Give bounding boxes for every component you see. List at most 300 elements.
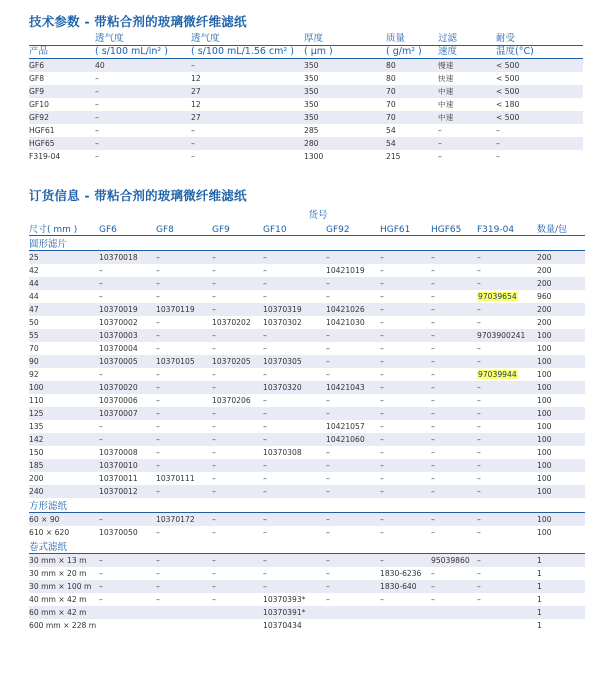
- table-cell: –: [263, 266, 267, 275]
- table-cell: –: [380, 396, 384, 405]
- table-cell: –: [99, 580, 156, 593]
- table-cell: –: [95, 137, 191, 150]
- table-cell: [380, 619, 431, 632]
- table-cell: 10370005: [99, 355, 156, 368]
- table-cell: 10370172: [156, 513, 212, 527]
- table-row: [29, 124, 583, 137]
- tech-header-cell: 过滤: [438, 33, 458, 44]
- table-cell: –: [263, 251, 326, 265]
- table-cell: 10370202: [212, 318, 251, 327]
- table-cell: 10370319: [263, 303, 326, 316]
- table-cell: GF6: [29, 59, 95, 73]
- table-cell: 10421030: [326, 318, 365, 327]
- table-cell: –: [212, 407, 263, 420]
- table-cell: –: [477, 569, 481, 578]
- order-table-body: [29, 236, 585, 633]
- table-row: [29, 513, 585, 527]
- table-cell: [212, 606, 263, 619]
- table-cell: 100: [537, 407, 585, 420]
- table-cell: –: [99, 266, 103, 275]
- table-row: [29, 593, 585, 606]
- table-cell: 40 mm × 42 m: [29, 595, 87, 604]
- table-cell: 350: [304, 85, 386, 98]
- table-cell: < 180: [496, 100, 520, 109]
- table-cell: –: [380, 474, 384, 483]
- table-row: [29, 355, 585, 368]
- table-cell: GF9: [29, 85, 95, 98]
- table-cell: –: [212, 580, 263, 593]
- table-row: [29, 316, 585, 329]
- table-cell: –: [477, 513, 537, 527]
- table-cell: –: [380, 303, 431, 316]
- table-cell: –: [95, 152, 99, 161]
- table-cell: –: [212, 370, 216, 379]
- table-cell: 600 mm × 228 m: [29, 621, 97, 630]
- table-cell: –: [326, 396, 330, 405]
- table-row: [29, 554, 585, 568]
- table-cell: 1: [537, 580, 585, 593]
- table-cell: 350: [304, 74, 319, 83]
- table-cell: –: [263, 528, 267, 537]
- table-cell: [212, 619, 263, 632]
- table-cell: 44: [29, 292, 39, 301]
- table-cell: –: [431, 433, 477, 446]
- table-cell: –: [263, 513, 326, 527]
- table-row: [29, 472, 585, 485]
- table-cell: 44: [29, 277, 99, 290]
- table-cell: –: [477, 422, 481, 431]
- order-column-header: HGF61: [380, 225, 411, 235]
- table-cell: –: [431, 422, 435, 431]
- table-cell: 10370007: [99, 407, 156, 420]
- table-cell: 1830-640: [380, 580, 431, 593]
- table-cell: 10370393*: [263, 595, 306, 604]
- table-cell: 100: [537, 422, 552, 431]
- order-column-header: 尺寸( mm ): [29, 225, 78, 235]
- table-cell: 10370002: [99, 318, 138, 327]
- table-cell: –: [263, 459, 326, 472]
- table-cell: –: [263, 485, 326, 498]
- table-cell: –: [477, 355, 537, 368]
- table-cell: –: [380, 251, 431, 265]
- table-row: [29, 567, 585, 580]
- table-cell: 70: [386, 100, 396, 109]
- tech-header-cell: 耐受: [496, 33, 516, 44]
- table-cell: –: [263, 407, 326, 420]
- table-cell: 42: [29, 266, 39, 275]
- table-cell: –: [95, 126, 99, 135]
- table-row: [29, 264, 585, 277]
- order-column-header: F319-04: [477, 225, 515, 235]
- highlighted-part-number: 97039944: [478, 370, 517, 379]
- table-cell: 10370308: [263, 448, 302, 457]
- table-cell: –: [326, 580, 380, 593]
- table-cell: 中速: [438, 85, 496, 98]
- table-cell: –: [326, 355, 380, 368]
- table-row: [29, 619, 585, 632]
- table-cell: 12: [191, 100, 201, 109]
- table-cell: 54: [386, 137, 438, 150]
- table-cell: 100: [537, 513, 585, 527]
- table-row: [29, 485, 585, 498]
- table-cell: –: [431, 355, 477, 368]
- table-cell: 快速: [438, 74, 454, 83]
- table-row: [29, 137, 583, 150]
- table-row: [29, 251, 585, 265]
- table-cell: 10370006: [99, 396, 138, 405]
- table-cell: –: [431, 266, 435, 275]
- tech-section-title: 技术参数 - 带粘合剂的玻璃微纤维滤纸: [29, 14, 247, 29]
- tech-header-cell: ( s/100 mL/in² ): [95, 46, 168, 57]
- tech-header-cell: ( g/m² ): [386, 46, 422, 57]
- table-cell: –: [431, 474, 435, 483]
- table-cell: 285: [304, 126, 319, 135]
- table-cell: [99, 606, 156, 619]
- order-column-header: GF9: [212, 225, 230, 235]
- table-row: [29, 368, 585, 381]
- table-cell: 100: [537, 355, 585, 368]
- table-cell: 92: [29, 370, 39, 379]
- table-row: [29, 606, 585, 619]
- table-cell: 25: [29, 251, 99, 265]
- table-cell: 30 mm × 20 m: [29, 569, 87, 578]
- table-cell: –: [156, 459, 212, 472]
- table-cell: –: [191, 59, 304, 73]
- table-cell: –: [263, 433, 326, 446]
- order-info-table: [29, 207, 585, 632]
- table-cell: 10370206: [212, 396, 251, 405]
- table-cell: –: [431, 595, 435, 604]
- table-cell: –: [263, 554, 326, 568]
- table-cell: –: [212, 554, 263, 568]
- table-cell: 100: [537, 459, 585, 472]
- table-cell: –: [263, 292, 267, 301]
- table-cell: 10370004: [99, 344, 138, 353]
- tech-spec-table: [29, 33, 583, 163]
- tech-header-cell: 质量: [386, 33, 406, 44]
- table-cell: –: [212, 292, 216, 301]
- table-cell: –: [156, 318, 160, 327]
- table-row: [29, 342, 585, 355]
- table-cell: 10370320: [263, 381, 326, 394]
- table-cell: –: [212, 513, 263, 527]
- table-cell: –: [380, 318, 384, 327]
- order-column-header: GF6: [99, 225, 117, 235]
- table-cell: –: [326, 528, 330, 537]
- table-cell: 40: [95, 59, 191, 73]
- table-cell: 10370019: [99, 303, 156, 316]
- table-cell: –: [156, 554, 212, 568]
- table-cell: –: [431, 370, 435, 379]
- table-cell: –: [326, 448, 330, 457]
- order-column-header: HGF65: [431, 225, 462, 235]
- table-cell: –: [477, 381, 537, 394]
- table-cell: 100: [537, 370, 552, 379]
- table-cell: –: [212, 569, 216, 578]
- table-row: [29, 72, 583, 85]
- table-cell: –: [99, 569, 103, 578]
- table-cell: [431, 619, 477, 632]
- table-cell: –: [156, 485, 212, 498]
- table-cell: –: [263, 277, 326, 290]
- table-row: [29, 407, 585, 420]
- table-cell: –: [380, 528, 384, 537]
- table-cell: 27: [191, 85, 304, 98]
- table-row: [29, 580, 585, 593]
- table-cell: 200: [537, 266, 552, 275]
- table-cell: –: [156, 277, 212, 290]
- table-cell: 100: [537, 485, 585, 498]
- table-cell: –: [212, 329, 263, 342]
- table-cell: –: [431, 381, 477, 394]
- table-cell: 10370008: [99, 448, 138, 457]
- table-cell: –: [477, 595, 481, 604]
- table-cell: –: [380, 370, 384, 379]
- table-cell: 350: [304, 100, 319, 109]
- table-cell: –: [431, 485, 477, 498]
- table-cell: –: [212, 528, 216, 537]
- table-cell: –: [156, 595, 160, 604]
- table-cell: –: [263, 569, 267, 578]
- table-cell: –: [431, 513, 477, 527]
- table-cell: 95039860: [431, 554, 477, 568]
- order-group-header: 货号: [308, 210, 328, 221]
- table-row: [29, 433, 585, 446]
- table-cell: –: [431, 396, 435, 405]
- table-cell: 185: [29, 459, 99, 472]
- table-cell: –: [380, 422, 384, 431]
- table-cell: 9703900241: [477, 329, 537, 342]
- table-cell: –: [496, 137, 583, 150]
- tech-header-cell: 温度(°C): [496, 46, 534, 57]
- table-cell: [477, 368, 537, 381]
- table-cell: 1: [537, 621, 542, 630]
- table-cell: 10421019: [326, 266, 365, 275]
- table-cell: 10421026: [326, 303, 380, 316]
- table-cell: [431, 606, 477, 619]
- section-label: 圆形滤片: [29, 236, 585, 251]
- tech-header-row-2: [29, 46, 583, 59]
- table-row: [29, 329, 585, 342]
- table-cell: 55: [29, 329, 99, 342]
- table-cell: –: [156, 329, 212, 342]
- table-cell: –: [263, 422, 267, 431]
- table-cell: [380, 606, 431, 619]
- table-cell: –: [99, 513, 156, 527]
- table-cell: –: [326, 485, 380, 498]
- table-cell: –: [477, 344, 481, 353]
- table-cell: –: [156, 292, 160, 301]
- tech-header-cell: ( s/100 mL/1.56 cm² ): [191, 46, 294, 57]
- table-cell: –: [431, 580, 477, 593]
- table-cell: –: [380, 485, 431, 498]
- table-cell: –: [212, 251, 263, 265]
- table-cell: –: [263, 344, 267, 353]
- table-cell: 30 mm × 13 m: [29, 554, 99, 568]
- table-row: [29, 277, 585, 290]
- table-cell: 54: [386, 126, 396, 135]
- section-header-row: [29, 539, 585, 554]
- table-cell: F319-04: [29, 152, 61, 161]
- table-cell: 100: [29, 381, 99, 394]
- table-cell: –: [380, 266, 384, 275]
- table-cell: –: [431, 292, 435, 301]
- table-cell: –: [326, 513, 380, 527]
- table-cell: –: [438, 126, 442, 135]
- table-row: [29, 290, 585, 303]
- table-cell: –: [156, 370, 160, 379]
- table-cell: –: [95, 100, 99, 109]
- table-row: [29, 381, 585, 394]
- table-cell: –: [431, 277, 477, 290]
- table-cell: –: [380, 513, 431, 527]
- table-cell: –: [95, 111, 191, 124]
- tech-header-cell: 厚度: [304, 33, 324, 44]
- table-row: [29, 98, 583, 111]
- table-cell: 10370111: [156, 474, 195, 483]
- table-cell: 70: [386, 85, 438, 98]
- table-cell: 610 × 620: [29, 528, 70, 537]
- table-cell: –: [496, 152, 500, 161]
- table-cell: 10421057: [326, 422, 365, 431]
- table-cell: 100: [537, 433, 585, 446]
- table-cell: –: [431, 459, 477, 472]
- table-cell: –: [477, 474, 481, 483]
- table-cell: –: [496, 126, 500, 135]
- table-cell: –: [431, 251, 477, 265]
- table-cell: –: [380, 344, 384, 353]
- order-column-header: GF8: [156, 225, 174, 235]
- table-row: [29, 150, 583, 163]
- table-cell: –: [191, 152, 195, 161]
- table-cell: 30 mm × 100 m: [29, 580, 99, 593]
- table-cell: –: [477, 528, 481, 537]
- table-cell: –: [380, 277, 431, 290]
- order-group-header-row: [29, 207, 585, 221]
- table-cell: [156, 619, 212, 632]
- table-cell: –: [156, 448, 160, 457]
- table-cell: –: [326, 370, 330, 379]
- table-cell: [477, 606, 537, 619]
- table-cell: –: [99, 554, 156, 568]
- table-cell: 10370050: [99, 528, 138, 537]
- table-cell: –: [477, 580, 537, 593]
- tech-header-cell: 速度: [438, 46, 458, 57]
- table-cell: –: [438, 152, 442, 161]
- table-cell: –: [326, 292, 330, 301]
- table-cell: 中速: [438, 100, 454, 109]
- table-cell: 80: [386, 59, 438, 73]
- table-cell: –: [477, 448, 481, 457]
- table-cell: –: [156, 381, 212, 394]
- table-cell: 200: [537, 318, 552, 327]
- table-cell: 1: [537, 554, 585, 568]
- table-cell: –: [380, 381, 431, 394]
- table-cell: –: [326, 251, 380, 265]
- table-cell: [326, 619, 380, 632]
- table-cell: –: [477, 554, 537, 568]
- table-cell: 200: [537, 251, 585, 265]
- table-cell: –: [477, 277, 537, 290]
- order-column-header: GF92: [326, 225, 350, 235]
- highlighted-part-number: 97039654: [478, 292, 517, 301]
- table-cell: –: [477, 485, 537, 498]
- table-cell: GF10: [29, 100, 49, 109]
- order-column-header: 数量/包: [537, 225, 568, 235]
- table-cell: –: [212, 303, 263, 316]
- table-cell: –: [99, 422, 103, 431]
- table-cell: 100: [537, 448, 552, 457]
- table-cell: –: [477, 266, 481, 275]
- table-cell: –: [156, 422, 160, 431]
- table-cell: –: [477, 433, 537, 446]
- table-cell: 142: [29, 433, 99, 446]
- table-cell: –: [380, 292, 384, 301]
- table-row: [29, 85, 583, 98]
- table-cell: 10421060: [326, 433, 380, 446]
- section-label: 卷式滤纸: [29, 539, 585, 554]
- table-cell: 中速: [438, 111, 496, 124]
- table-cell: –: [380, 554, 431, 568]
- table-cell: –: [212, 381, 263, 394]
- table-cell: –: [99, 370, 103, 379]
- table-cell: < 500: [496, 74, 520, 83]
- table-cell: 240: [29, 485, 99, 498]
- table-cell: –: [212, 485, 263, 498]
- table-cell: –: [212, 595, 216, 604]
- table-cell: 215: [386, 152, 401, 161]
- table-cell: 100: [537, 344, 552, 353]
- table-row: [29, 526, 585, 539]
- order-section-title: 订货信息 - 带粘合剂的玻璃微纤维滤纸: [29, 188, 247, 203]
- table-cell: –: [156, 344, 160, 353]
- table-cell: [477, 619, 537, 632]
- table-cell: 10370011: [99, 474, 138, 483]
- table-cell: 125: [29, 407, 99, 420]
- table-cell: 60 mm × 42 m: [29, 606, 99, 619]
- table-cell: 10370305: [263, 355, 326, 368]
- table-cell: 90: [29, 355, 99, 368]
- table-cell: –: [380, 448, 384, 457]
- table-cell: –: [212, 448, 216, 457]
- table-cell: 10370119: [156, 303, 212, 316]
- table-cell: –: [156, 407, 212, 420]
- table-cell: –: [431, 528, 435, 537]
- table-cell: 70: [386, 111, 438, 124]
- table-cell: 10370205: [212, 355, 263, 368]
- table-cell: –: [431, 344, 435, 353]
- table-cell: –: [156, 251, 212, 265]
- table-cell: –: [95, 85, 191, 98]
- table-cell: 960: [537, 292, 552, 301]
- table-cell: 135: [29, 422, 44, 431]
- table-cell: –: [212, 459, 263, 472]
- table-cell: –: [380, 459, 431, 472]
- section-label: 方形滤纸: [29, 498, 585, 513]
- table-cell: 慢速: [438, 59, 496, 73]
- table-cell: 1: [537, 606, 585, 619]
- tech-header-cell: 透气度: [191, 33, 220, 44]
- table-cell: –: [326, 474, 330, 483]
- table-cell: 1: [537, 569, 542, 578]
- table-cell: 150: [29, 448, 44, 457]
- table-cell: –: [326, 407, 380, 420]
- table-cell: –: [477, 251, 537, 265]
- table-cell: –: [477, 318, 481, 327]
- table-cell: [477, 290, 537, 303]
- table-cell: 100: [537, 329, 585, 342]
- table-cell: –: [477, 459, 537, 472]
